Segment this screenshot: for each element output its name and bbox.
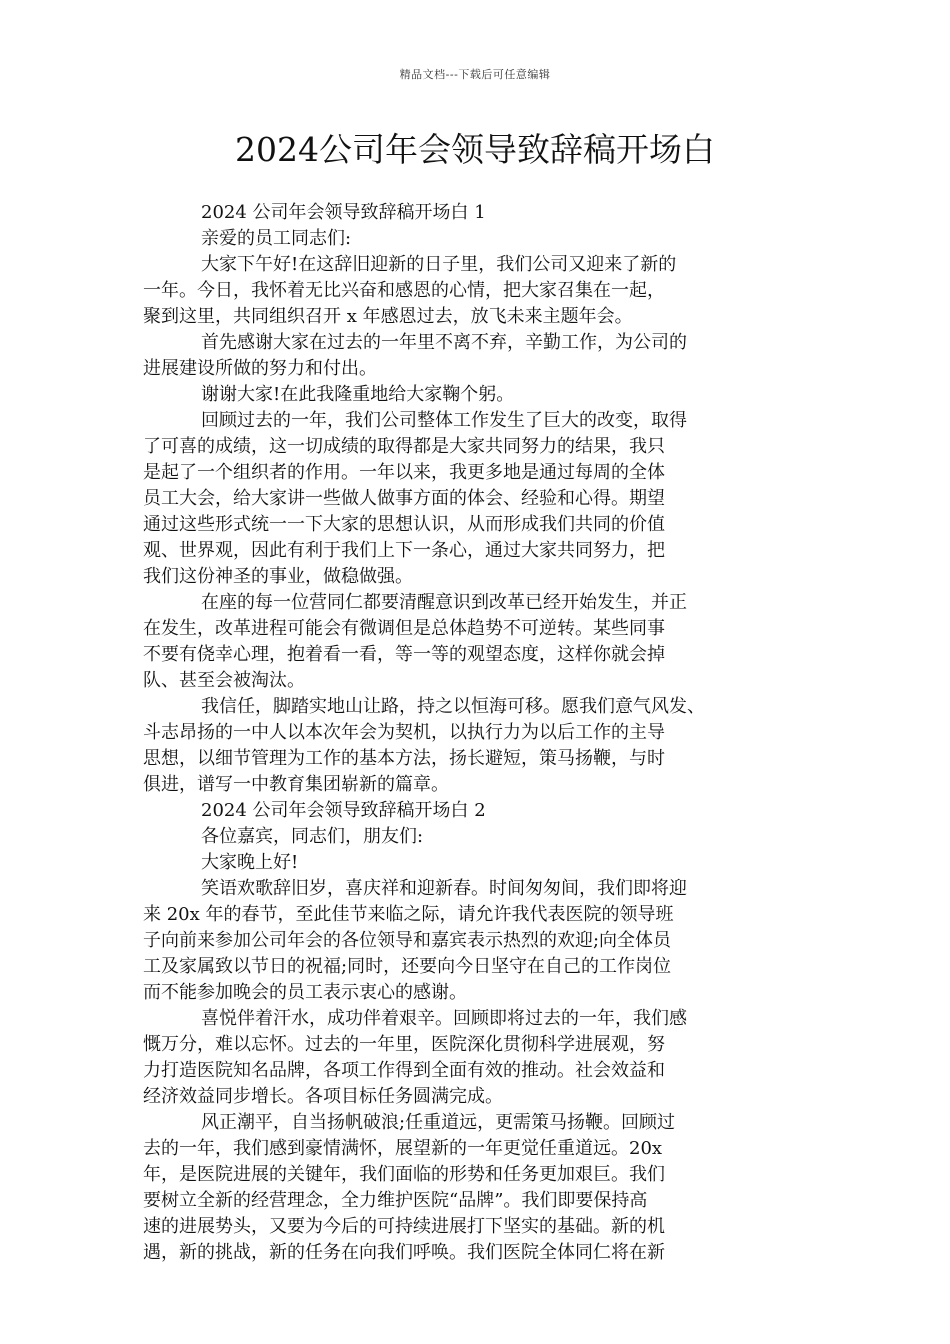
text-line: 经济效益同步增长。各项目标任务圆满完成。 <box>143 1086 503 1107</box>
text-line: 喜悦伴着汗水，成功伴着艰辛。回顾即将过去的一年，我们感 <box>201 1008 687 1029</box>
text-line: 笑语欢歌辞旧岁，喜庆祥和迎新春。时间匆匆间，我们即将迎 <box>201 878 687 899</box>
text-line: 员工大会，给大家讲一些做人做事方面的体会、经验和心得。期望 <box>143 488 665 509</box>
text-line: 慨万分，难以忘怀。过去的一年里，医院深化贯彻科学进展观，努 <box>143 1034 665 1055</box>
text-line: 通过这些形式统一一下大家的思想认识，从而形成我们共同的价值 <box>143 514 665 535</box>
text-line: 子向前来参加公司年会的各位领导和嘉宾表示热烈的欢迎;向全体员 <box>143 930 672 951</box>
text-line: 我信任，脚踏实地山让路，持之以恒海可移。愿我们意气风发、 <box>201 696 705 717</box>
text-line: 风正潮平，自当扬帆破浪;任重道远，更需策马扬鞭。回顾过 <box>201 1112 676 1133</box>
text-line: 大家晚上好! <box>201 852 299 873</box>
text-line: 回顾过去的一年，我们公司整体工作发生了巨大的改变，取得 <box>201 410 687 431</box>
text-line: 我们这份神圣的事业，做稳做强。 <box>143 566 413 587</box>
text-line: 大家下午好!在这辞旧迎新的日子里，我们公司又迎来了新的 <box>201 254 677 275</box>
text-line: 谢谢大家!在此我隆重地给大家鞠个躬。 <box>201 384 515 405</box>
text-line: 力打造医院知名品牌，各项工作得到全面有效的推动。社会效益和 <box>143 1060 665 1081</box>
text-line: 遇，新的挑战，新的任务在向我们呼唤。我们医院全体同仁将在新 <box>143 1242 665 1263</box>
text-line: 思想，以细节管理为工作的基本方法，扬长避短，策马扬鞭，与时 <box>143 748 665 769</box>
text-line: 一年。今日，我怀着无比兴奋和感恩的心情，把大家召集在一起， <box>143 280 665 301</box>
text-line: 在座的每一位营同仁都要清醒意识到改革已经开始发生，并正 <box>201 592 687 613</box>
text-line: 而不能参加晚会的员工表示衷心的感谢。 <box>143 982 467 1003</box>
text-line: 工及家属致以节日的祝福;同时，还要向今日坚守在自己的工作岗位 <box>143 956 672 977</box>
text-line: 2024 公司年会领导致辞稿开场白 2 <box>201 800 486 821</box>
text-line: 俱进，谱写一中教育集团崭新的篇章。 <box>143 774 449 795</box>
text-line: 去的一年，我们感到豪情满怀，展望新的一年更觉任重道远。20x <box>143 1138 663 1159</box>
document-title: 2024公司年会领导致辞稿开场白 <box>235 130 715 169</box>
text-line: 来 20x 年的春节，至此佳节来临之际，请允许我代表医院的领导班 <box>143 904 674 925</box>
text-line: 要树立全新的经营理念，全力维护医院“品牌”。我们即要保持高 <box>143 1190 648 1211</box>
text-line: 年，是医院进展的关键年，我们面临的形势和任务更加艰巨。我们 <box>143 1164 665 1185</box>
text-line: 亲爱的员工同志们: <box>201 228 352 249</box>
text-line: 进展建设所做的努力和付出。 <box>143 358 377 379</box>
text-line: 速的进展势头，又要为今后的可持续进展打下坚实的基础。新的机 <box>143 1216 665 1237</box>
text-line: 各位嘉宾，同志们，朋友们: <box>201 826 424 847</box>
text-line: 聚到这里，共同组织召开 x 年感恩过去，放飞未来主题年会。 <box>143 306 633 327</box>
text-line: 观、世界观，因此有利于我们上下一条心，通过大家共同努力，把 <box>143 540 665 561</box>
text-line: 队、甚至会被淘汰。 <box>143 670 305 691</box>
text-line: 不要有侥幸心理，抱着看一看，等一等的观望态度，这样你就会掉 <box>143 644 665 665</box>
page-header: 精品文档---下载后可任意编辑 <box>399 68 551 81</box>
text-line: 首先感谢大家在过去的一年里不离不弃，辛勤工作，为公司的 <box>201 332 687 353</box>
text-line: 2024 公司年会领导致辞稿开场白 1 <box>201 202 486 223</box>
text-line: 了可喜的成绩，这一切成绩的取得都是大家共同努力的结果，我只 <box>143 436 665 457</box>
text-line: 斗志昂扬的一中人以本次年会为契机，以执行力为以后工作的主导 <box>143 722 665 743</box>
document-body <box>143 200 809 1266</box>
text-line: 是起了一个组织者的作用。一年以来，我更多地是通过每周的全体 <box>143 462 665 483</box>
text-line: 在发生，改革进程可能会有微调但是总体趋势不可逆转。某些同事 <box>143 618 665 639</box>
